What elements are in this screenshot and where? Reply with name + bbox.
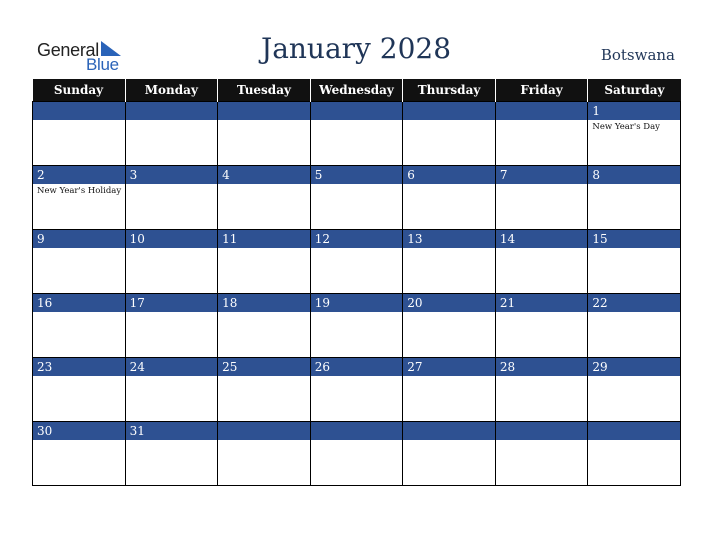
weekday-header: Thursday [403, 79, 496, 102]
day-cell [495, 358, 588, 422]
day-number [311, 102, 403, 120]
day-number: 21 [496, 294, 588, 312]
weekday-header-row [33, 79, 681, 102]
day-cell [403, 422, 496, 486]
day-cell [33, 358, 126, 422]
day-cell [125, 422, 218, 486]
day-cell [495, 102, 588, 166]
calendar-title: January 2028 [260, 32, 452, 65]
day-number: 22 [588, 294, 680, 312]
week-row [33, 294, 681, 358]
day-number [403, 422, 495, 440]
day-number: 13 [403, 230, 495, 248]
week-row [33, 166, 681, 230]
weekday-header: Wednesday [310, 79, 403, 102]
holiday-label: New Year's Holiday [37, 186, 122, 196]
week-row [33, 358, 681, 422]
day-cell [588, 422, 681, 486]
day-number: 17 [126, 294, 218, 312]
day-number: 5 [311, 166, 403, 184]
day-number: 15 [588, 230, 680, 248]
day-cell [310, 166, 403, 230]
day-cell [33, 422, 126, 486]
day-cell [588, 358, 681, 422]
day-number [588, 422, 680, 440]
holiday-label: New Year's Day [592, 122, 660, 132]
day-number [496, 422, 588, 440]
day-cell [125, 102, 218, 166]
calendar-grid [32, 79, 681, 486]
day-cell [495, 294, 588, 358]
day-number: 24 [126, 358, 218, 376]
day-number [496, 102, 588, 120]
day-number: 2 [33, 166, 125, 184]
day-cell [125, 358, 218, 422]
day-number [126, 102, 218, 120]
week-row [33, 230, 681, 294]
day-number: 14 [496, 230, 588, 248]
day-cell [588, 166, 681, 230]
day-number: 30 [33, 422, 125, 440]
weekday-header: Friday [495, 79, 588, 102]
country-label: Botswana [600, 46, 675, 64]
day-cell [125, 294, 218, 358]
day-cell [218, 166, 311, 230]
day-number: 25 [218, 358, 310, 376]
day-number: 3 [126, 166, 218, 184]
day-cell [218, 358, 311, 422]
day-number: 20 [403, 294, 495, 312]
day-number [311, 422, 403, 440]
day-number: 23 [33, 358, 125, 376]
day-number: 27 [403, 358, 495, 376]
day-cell [403, 294, 496, 358]
week-row [33, 422, 681, 486]
day-cell [403, 358, 496, 422]
day-cell [495, 422, 588, 486]
day-number: 7 [496, 166, 588, 184]
day-number: 19 [311, 294, 403, 312]
day-cell [310, 358, 403, 422]
weekday-header: Saturday [588, 79, 681, 102]
day-cell [125, 166, 218, 230]
day-number: 11 [218, 230, 310, 248]
day-cell [33, 166, 126, 230]
logo-word-blue: Blue [86, 55, 119, 74]
day-cell [588, 294, 681, 358]
day-cell [33, 294, 126, 358]
day-number: 31 [126, 422, 218, 440]
day-cell [403, 102, 496, 166]
day-cell [495, 166, 588, 230]
day-cell [125, 230, 218, 294]
day-cell [218, 422, 311, 486]
day-number: 18 [218, 294, 310, 312]
weekday-header: Monday [125, 79, 218, 102]
day-number: 9 [33, 230, 125, 248]
day-number: 10 [126, 230, 218, 248]
day-cell [310, 102, 403, 166]
day-cell [588, 230, 681, 294]
day-cell [403, 230, 496, 294]
day-number: 1 [588, 102, 680, 120]
day-number [218, 102, 310, 120]
weekday-header: Tuesday [218, 79, 311, 102]
day-cell [310, 422, 403, 486]
day-cell [310, 230, 403, 294]
day-number [33, 102, 125, 120]
day-cell [218, 102, 311, 166]
day-cell [588, 102, 681, 166]
day-cell [403, 166, 496, 230]
day-number: 29 [588, 358, 680, 376]
day-number [403, 102, 495, 120]
day-number: 6 [403, 166, 495, 184]
day-number: 26 [311, 358, 403, 376]
day-cell [218, 294, 311, 358]
logo-word-general: General [37, 40, 99, 60]
day-number: 4 [218, 166, 310, 184]
day-cell [33, 230, 126, 294]
day-cell [33, 102, 126, 166]
day-cell [218, 230, 311, 294]
week-row [33, 102, 681, 166]
day-number: 8 [588, 166, 680, 184]
day-cell [495, 230, 588, 294]
day-cell [310, 294, 403, 358]
weekday-header: Sunday [33, 79, 126, 102]
day-number [218, 422, 310, 440]
day-number: 16 [33, 294, 125, 312]
day-number: 12 [311, 230, 403, 248]
day-number: 28 [496, 358, 588, 376]
